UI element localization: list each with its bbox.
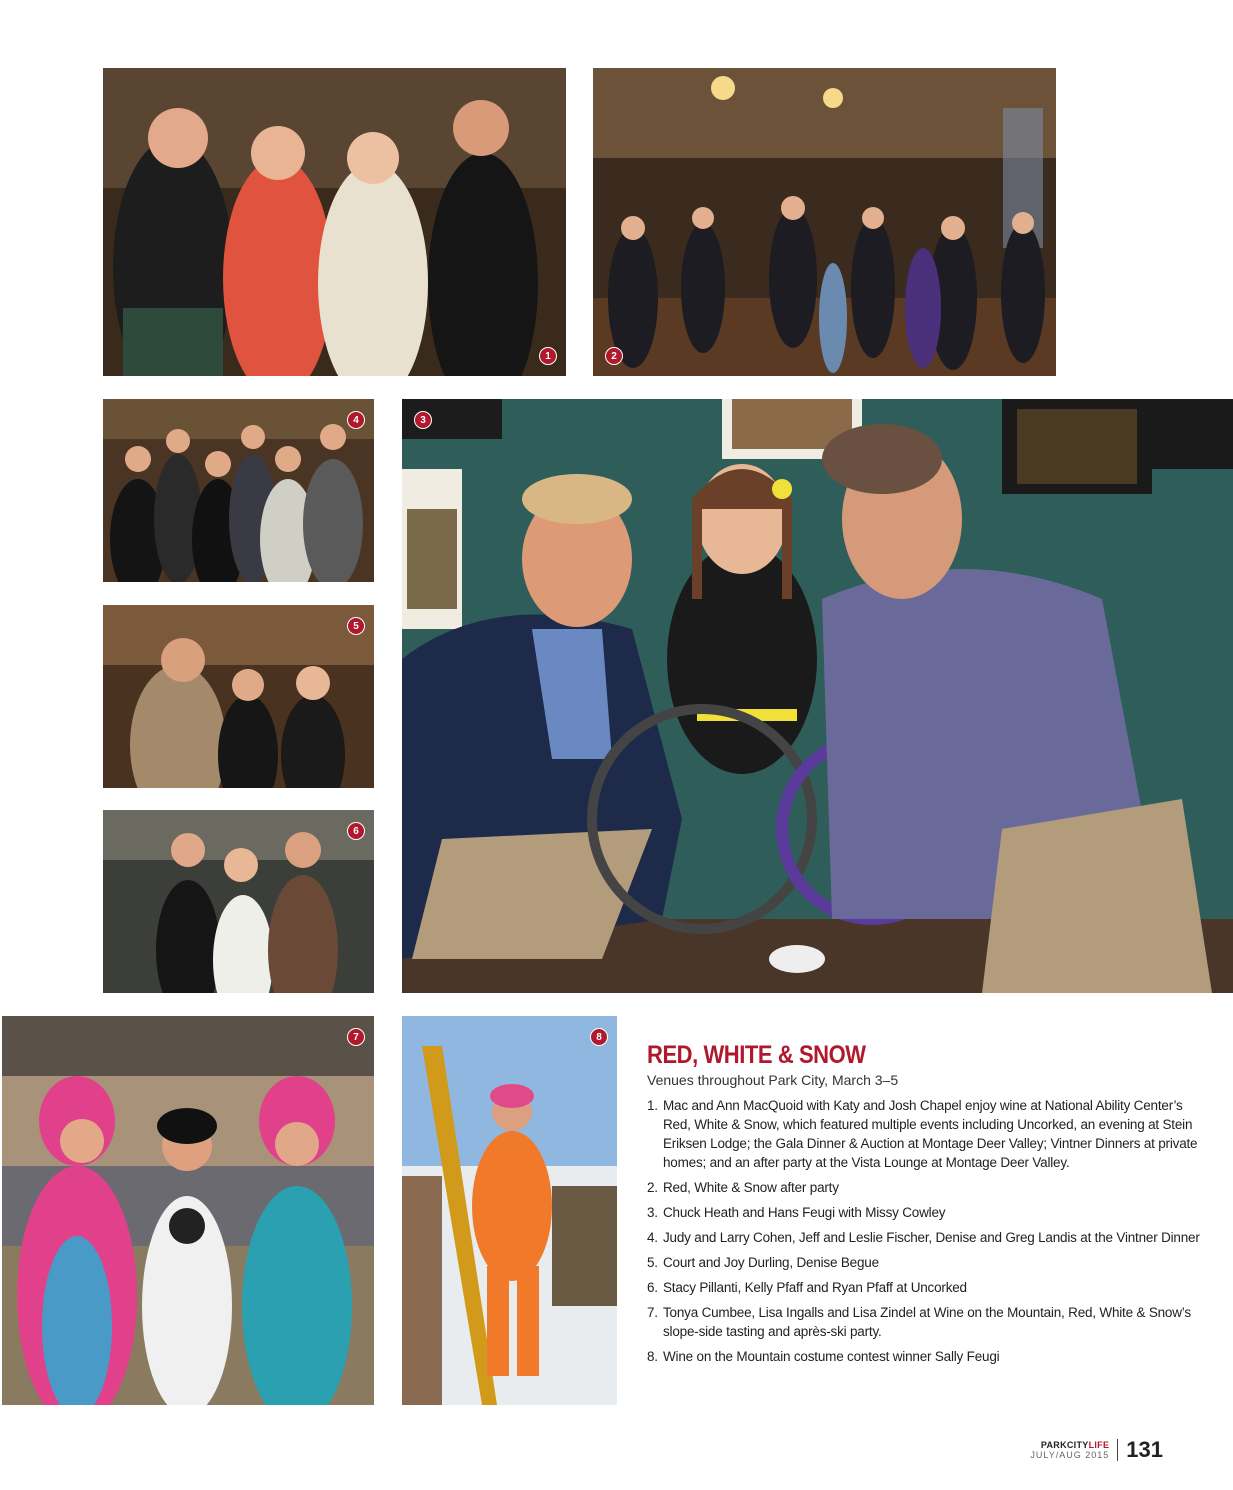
footer-divider (1117, 1439, 1118, 1461)
photo-badge: 5 (347, 617, 365, 635)
photo-3-wheelchair-portrait (402, 399, 1233, 993)
caption-item: 3. Chuck Heath and Hans Feugi with Missy Cowley (647, 1205, 946, 1220)
brand-part-2: LIFE (1088, 1440, 1110, 1450)
page-footer (1030, 1437, 1163, 1463)
article-subtitle: Venues throughout Park City, March 3–5 (647, 1072, 899, 1088)
article-text (647, 1040, 1207, 1372)
caption-item: 2. Red, White & Snow after party (647, 1180, 839, 1195)
brand-part-1: PARKCITY (1040, 1440, 1089, 1450)
caption-item: 7. Tonya Cumbee, Lisa Ingalls and Lisa Zindel at Wine on the Mountain, Red, White & Snow’s slope-side tasting and après-ski party. (647, 1305, 1191, 1339)
photo-2-after-party (593, 68, 1056, 376)
photo-badge: 7 (347, 1028, 365, 1046)
caption-item: 8. Wine on the Mountain costume contest winner Sally Feugi (647, 1349, 1000, 1364)
photo-badge: 4 (347, 411, 365, 429)
caption-list (647, 1096, 1207, 1366)
photo-6-uncorked (103, 810, 374, 993)
photo-7-wine-on-the-mountain (2, 1016, 374, 1405)
masthead (1030, 1440, 1109, 1460)
photo-4-vintner-dinner (103, 399, 374, 582)
photo-5-group (103, 605, 374, 788)
issue-date: JULY/AUG 2015 (1030, 1450, 1110, 1460)
photo-badge: 8 (590, 1028, 608, 1046)
photo-badge: 6 (347, 822, 365, 840)
photo-badge: 3 (414, 411, 432, 429)
caption-item: 1. Mac and Ann MacQuoid with Katy and Josh Chapel enjoy wine at National Ability Center’s Red, White & Snow, which featured multiple events including Uncorked, an evening at Stein Eriksen Lodge; the Gala Dinner & Auction at Montage Deer Valley; Vintner Dinners at private homes; and an after party at the Vista Lounge at Montage Deer Valley. (647, 1098, 1198, 1170)
page-number: 131 (1126, 1437, 1163, 1462)
caption-item: 6. Stacy Pillanti, Kelly Pfaff and Ryan Pfaff at Uncorked (647, 1280, 967, 1295)
caption-item: 4. Judy and Larry Cohen, Jeff and Leslie Fischer, Denise and Greg Landis at the Vintner Dinner (647, 1230, 1200, 1245)
photo-1-group-portrait (103, 68, 566, 376)
photo-badge: 2 (605, 347, 623, 365)
article-title: RED, WHITE & SNOW (647, 1041, 866, 1069)
photo-8-costume-winner (402, 1016, 617, 1405)
magazine-brand (1030, 1440, 1109, 1450)
caption-item: 5. Court and Joy Durling, Denise Begue (647, 1255, 879, 1270)
photo-badge: 1 (539, 347, 557, 365)
